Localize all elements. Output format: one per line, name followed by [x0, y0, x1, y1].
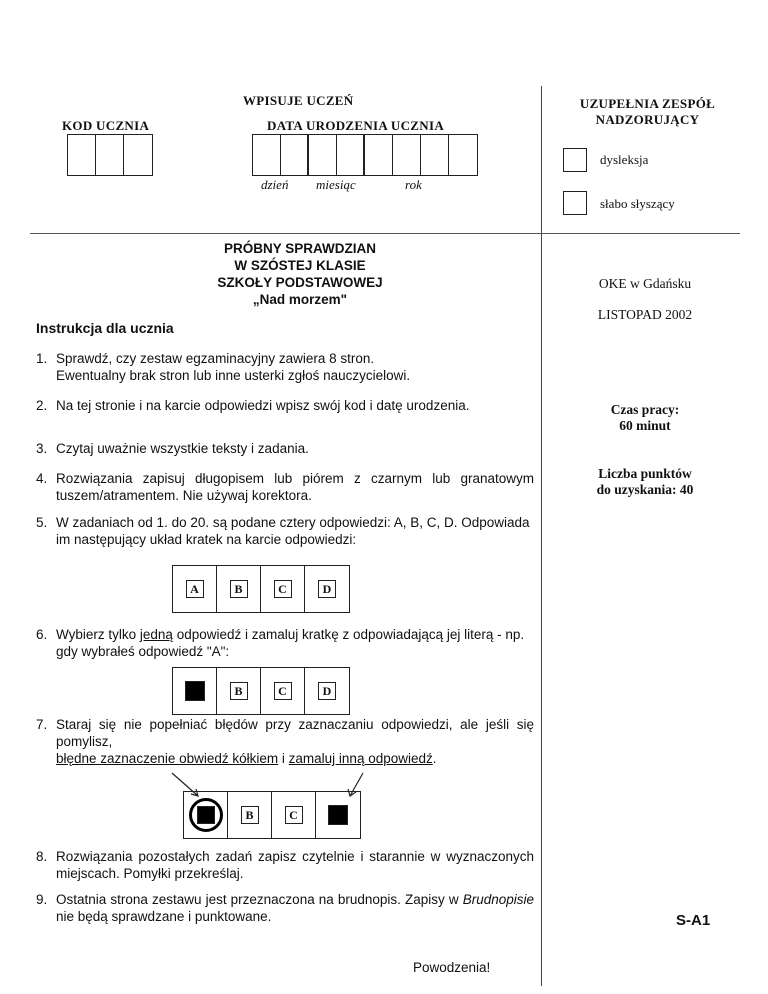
instruction-4: 4. Rozwiązania zapisuj długopisem lub piórem z czarnym lub granatowym tuszem/atramentem. Nie używaj korektora.	[36, 471, 534, 503]
answer-box-d-filled	[328, 805, 348, 825]
oke-label: OKE w Gdańsku	[598, 276, 692, 291]
answer-box-a: A	[186, 580, 204, 598]
answer-box-d: D	[318, 580, 336, 598]
dzien-label: dzień	[261, 177, 289, 192]
answer-box-b: B	[241, 806, 259, 824]
page-title: PRÓBNY SPRAWDZIAN W SZÓSTEJ KLASIE SZKOŁY PODSTAWOWEJ „Nad morzem"	[217, 241, 383, 307]
test-code: S-A1	[676, 912, 711, 929]
answer-box-d: D	[318, 682, 336, 700]
kod-ucznia-label: KOD UCZNIA	[62, 118, 150, 133]
rok-label: rok	[405, 177, 422, 192]
answer-box-c: C	[274, 682, 292, 700]
kod-ucznia-field[interactable]	[67, 134, 153, 176]
answer-grid-example	[172, 565, 350, 613]
instruction-8: 8. Rozwiązania pozostałych zadań zapisz czytelnie i starannie w wyznaczonych miejscach. Pomyłki przekreślaj.	[36, 849, 534, 881]
slabo-slyszacy-checkbox[interactable]	[563, 191, 587, 215]
instruction-6: 6. Wybierz tylko jedną odpowiedź i zamaluj kratkę z odpowiadającą jej literą - np. gdy wybrałeś odpowiedź "A":	[36, 627, 525, 659]
horizontal-divider	[30, 233, 740, 234]
dysleksja-label: dysleksja	[600, 152, 649, 167]
data-urodzenia-label: DATA URODZENIA UCZNIA	[267, 118, 445, 133]
instructions-heading: Instrukcja dla ucznia	[36, 320, 174, 336]
answer-box-b: B	[230, 580, 248, 598]
circled-wrong-answer	[189, 798, 223, 832]
answer-grid-filled-example	[172, 667, 350, 715]
vertical-divider	[541, 86, 542, 986]
liczba-punktow: Liczba punktów do uzyskania: 40	[596, 466, 694, 497]
instruction-2: 2. Na tej stronie i na karcie odpowiedzi wpisz swój kod i datę urodzenia.	[36, 398, 470, 413]
answer-box-c: C	[285, 806, 303, 824]
uzupelnia-heading: UZUPEŁNIA ZESPÓŁ NADZORUJĄCY	[579, 96, 716, 127]
instruction-9: 9. Ostatnia strona zestawu jest przeznaczona na brudnopis. Zapisy w Brudnopisie nie będą sprawdzane i punktowane.	[36, 892, 534, 924]
wpisuje-heading: WPISUJE UCZEŃ	[243, 93, 354, 108]
miesiac-label: miesiąc	[316, 177, 356, 192]
czas-pracy: Czas pracy: 60 minut	[610, 402, 680, 433]
instruction-5: 5. W zadaniach od 1. do 20. są podane cztery odpowiedzi: A, B, C, D. Odpowiada im następujący układ kratek na karcie odpowiedzi:	[36, 515, 530, 547]
dysleksja-checkbox[interactable]	[563, 148, 587, 172]
instruction-3: 3. Czytaj uważnie wszystkie teksty i zadania.	[36, 441, 309, 456]
birth-date-field[interactable]	[252, 134, 478, 176]
answer-box-a-filled	[185, 681, 205, 701]
date-label: LISTOPAD 2002	[597, 307, 693, 322]
good-luck-text: Powodzenia!	[413, 960, 491, 975]
instruction-7: 7. Staraj się nie popełniać błędów przy zaznaczaniu odpowiedzi, ale jeśli się pomylisz, błędne zaznaczenie obwiedź kółkiem i zamaluj inną odpowiedź.	[36, 717, 534, 766]
slabo-slyszacy-label: słabo słyszący	[600, 196, 675, 211]
answer-box-b: B	[230, 682, 248, 700]
answer-box-c: C	[274, 580, 292, 598]
instruction-1: 1. Sprawdź, czy zestaw egzaminacyjny zawiera 8 stron. Ewentualny brak stron lub inne usterki zgłoś nauczycielowi.	[36, 351, 411, 383]
answer-grid-correction-example	[183, 791, 361, 839]
